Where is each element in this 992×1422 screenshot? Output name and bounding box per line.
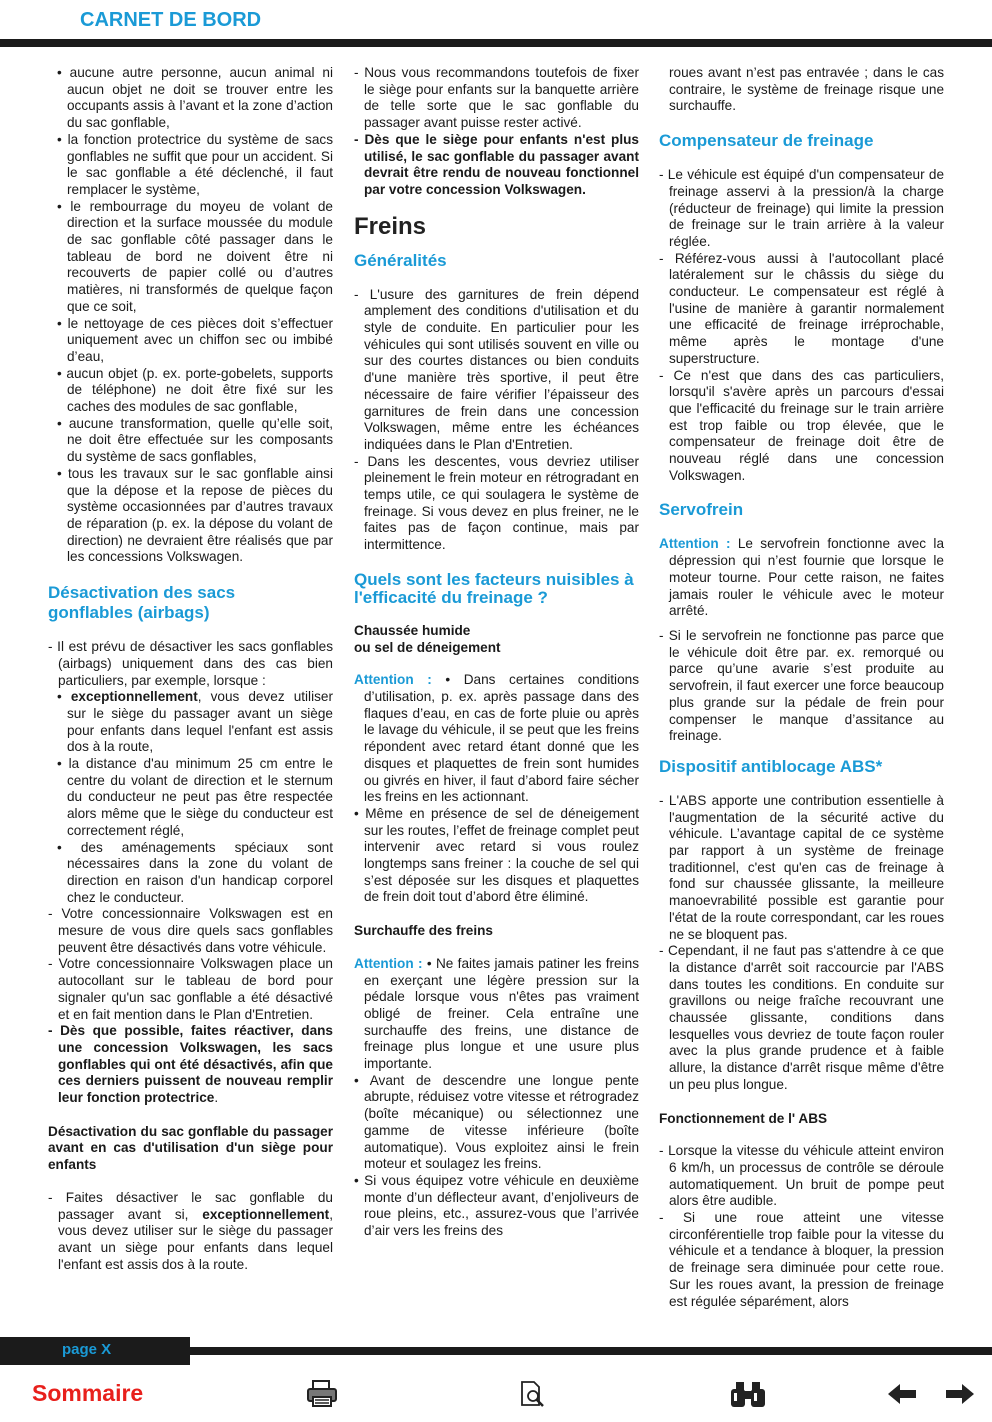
printer-icon[interactable]: [304, 1378, 340, 1410]
bullet-text: •: [57, 689, 71, 705]
text: • Dans certaines conditions d’utilisation, p. ex. après passage dans des flaques d’eau, en cas de forte pluie ou après le lavage du véhicule, il se peut que les freins répondent avec retard étant donné que les disques et plaquettes de frein sont humides ou givrés en hiver, il faut d’abord faire sécher les freins en les actionnant.: [364, 672, 639, 805]
bold-text: exceptionnellement: [202, 1206, 330, 1222]
sub-bullet-item: [48, 689, 333, 756]
dash-item: - L'usure des garnitures de frein dépend amplement des conditions d'utilisation et du style de conduite. En particulier pour les véhicules qui sont utilisés souvent en ville ou sur des courtes distances ou bien conduits d'une manière très sportive, il peut être nécessaire de faire vérifier l’épaisseur des garnitures de frein dans une concession Volkswagen, même entre les échéances indiquées dans le Plan d'Entretien.: [354, 286, 639, 452]
text: Chaussée humide: [354, 622, 471, 638]
dash-item: - Il est prévu de désactiver les sacs gonflables (airbags) uniquement dans des cas bien particuliers, par exemple, lorsque :: [48, 639, 333, 688]
bullet-item: • Même en présence de sel de déneigement sur les routes, l’effet de freinage complet peut intervenir avec retard si vous roulez longtemps sans freiner : la couche de sel qui s’est déposée sur les disques et plaquettes de frein doit tout d’abord être éliminé.: [354, 805, 639, 905]
document-title: CARNET DE BORD: [80, 9, 262, 31]
sommaire-link[interactable]: Sommaire: [32, 1380, 144, 1406]
dash-item: - Référez-vous aussi à l'autocollant placé latéralement sur le châssis du siège du conducteur. Le compensateur est réglé à l'usine de manière à garantir normalement une efficacité de freinage irréprochable, même après le montage d'une superstructure.: [659, 250, 944, 366]
dash-item: - Lorsque la vitesse du véhicule atteint environ 6 km/h, un processus de contrôle se déroule automatiquement. Un bruit de pompe peut alors être audible.: [659, 1143, 944, 1209]
bullet-item: • le rembourrage du moyeu de volant de direction et la surface moussée du module de sac gonflable côté passager dans le tableau de bord ne doivent être ni recouverts de papier collé ou d’autres matières, ni transformés de quelque façon que ce soit,: [57, 198, 333, 314]
attention-label: Attention :: [354, 672, 432, 688]
dash-item: [48, 1190, 333, 1274]
dash-item: - Ce n'est que dans des cas particuliers, lorsqu'il s'avère après un parcours d'essai que l'efficacité du freinage sur le train arrière est trop faible ou trop élevée, que le compensateur de freinage doit être de nouveau réglé dans une concession Volkswagen.: [659, 367, 944, 483]
attention-note: [659, 536, 944, 620]
binoculars-icon[interactable]: [728, 1378, 768, 1410]
top-divider: [0, 39, 992, 47]
text: , vous devez utiliser sur le siège du passager avant un siège pour enfants dans lequel l'enfant est assis dos à la route.: [58, 1206, 333, 1272]
subheading-surchauffe: Surchauffe des freins: [354, 923, 493, 939]
sub-bullet-item: • la distance d'au minimum 25 cm entre le centre du volant de direction et le sternum du conducteur ne peut pas être respectée alors même que le siège du conducteur est correctement réglé,: [57, 756, 333, 838]
bullet-item: • Avant de descendre une longue pente abrupte, réduisez votre vitesse et rétrogradez (boîte mécanique) ou sélectionnez une gamme de vitesse inférieure (boîte automatique). Vous exploitez ainsi le frein moteur et soulagez les freins.: [354, 1072, 639, 1172]
bullet-item: • la fonction protectrice du système de sacs gonflables ne suffit que pour un accident. Si le sac gonflable a été déclenché, il faut remplacer le système,: [57, 131, 333, 197]
dash-item: - Cependant, il ne faut pas s'attendre à ce que la distance d'arrêt soit raccourcie par l'ABS dans toutes les conditions. En conduite sur gravillons ou neige fraîche recouvrant une chaussée glissante, conditions dans lesquelles vous devriez de toute façon rouler avec la plus grande prudence et à faible allure, la distance d'arrêt risque même d'être un peu plus longue.: [659, 943, 944, 1092]
section-heading-abs: Dispositif antiblocage ABS*: [659, 756, 883, 776]
section-heading-compensateur: Compensateur de freinage: [659, 131, 874, 151]
continued-text: roues avant n’est pas entravée ; dans le cas contraire, le système de freinage risque une surchauffe.: [669, 65, 944, 114]
column-1: [48, 65, 333, 1273]
text: .: [214, 1090, 219, 1106]
magnify-page-icon[interactable]: [515, 1378, 549, 1410]
arrow-right-icon[interactable]: [942, 1378, 978, 1410]
text: • Ne faites jamais patiner les freins en exerçant une légère pression sur la pédale lorsque vous n'êtes pas vraiment obligé de freiner. Cela entraîne une surchauffe des freins, une distance de freinage plus longue et une usure plus importante.: [364, 955, 639, 1072]
bullet-item: • Si vous équipez votre véhicule en deuxième monte d’un déflecteur avant, d’enjoliveurs de roue pleins, etc., assurez-vous que l’arrivée d’air vers les freins des: [354, 1172, 639, 1239]
dash-item-bold: [48, 1023, 333, 1107]
dash-item: - L'ABS apporte une contribution essentielle à l'augmentation de la sécurité active du véhicule. L’avantage capital de ce système par rapport à un système de freinage traditionnel, c'est qu'en cas de freinage à fond sur chaussée glissante, la meilleure manoevrabilité possible est garantie pour l'état de la route correspondant, car les roues ne se bloquent pas.: [659, 792, 944, 942]
bullet-text: , vous devez utiliser sur le siège du passager avant un siège pour enfants dans lequel l'enfant est assis dos à la route,: [67, 689, 333, 755]
text: ou sel de déneigement: [354, 639, 501, 655]
attention-label: Attention :: [659, 536, 731, 552]
bullet-item: • aucun objet (p. ex. porte-gobelets, supports de téléphone) ne doit être fixé sur les caches des modules de sac gonflable,: [57, 365, 333, 415]
section-heading-deactivation: Désactivation des sacs gonflables (airbags): [48, 583, 236, 623]
column-2: [354, 65, 639, 1240]
sub-bullet-item: • des aménagements spéciaux sont nécessaires dans la zone du volant de direction en raison d'un handicap corporel chez le conducteur.: [57, 839, 333, 905]
section-heading-servofrein: Servofrein: [659, 500, 744, 520]
attention-note: [354, 956, 639, 1073]
section-heading-factors: Quels sont les facteurs nuisibles à l'efficacité du freinage ?: [354, 569, 634, 607]
subheading-child-seat: Désactivation du sac gonflable du passager avant en cas d'utilisation d'un siège pour enfants: [48, 1123, 333, 1173]
dash-item: - Nous vous recommandons toutefois de fixer le siège pour enfants sur la banquette arrière de telle sorte que le sac gonflable du passager avant puisse rester activé.: [354, 65, 639, 131]
section-title-freins: Freins: [354, 212, 427, 240]
text: Le servofrein fonctionne avec la dépression qui n’est fournie que lorsque le moteur tourne. Pour cette raison, ne faites jamais rouler le véhicule avec le moteur arrêté.: [669, 536, 945, 619]
dash-item-bold: - Dès que le siège pour enfants n'est plus utilisé, le sac gonflable du passager avant devrait être rendu de nouveau fonctionnel par votre concession Volkswagen.: [354, 131, 639, 197]
subheading-fonctionnement: Fonctionnement de l' ABS: [659, 1110, 828, 1126]
dash-item: - Votre concessionnaire Volkswagen place un autocollant sur le tableau de bord pour signaler qu'un sac gonflable a été désactivé et en fait mention dans le Plan d'Entretien.: [48, 956, 333, 1022]
dash-item: - Le véhicule est équipé d'un compensateur de freinage asservi à la pression/à la charge (réducteur de freinage) qui limite la pression de freinage sur le train arrière à la valeur réglée.: [659, 167, 944, 249]
attention-note: [354, 672, 639, 806]
column-3: [659, 65, 944, 1310]
page-number: page X: [62, 1341, 112, 1358]
bullet-item: • aucune transformation, quelle qu’elle soit, ne doit être effectuée sur les composants du système de sacs gonflables,: [57, 415, 333, 465]
bullet-item: • aucune autre personne, aucun animal ni aucun objet ne doit se trouver entre les occupants assis à l’avant et la zone d’action du sac gonflable,: [57, 65, 333, 131]
bold-text: - Dès que possible, faites réactiver, dans une concession Volkswagen, les sacs gonflables qui ont été désactivés, afin que ces derniers puissent de nouveau remplir leur fonction protectrice: [48, 1023, 333, 1106]
section-heading-generalites: Généralités: [354, 250, 447, 270]
attention-label: Attention :: [354, 955, 423, 971]
dash-item: - Si une roue atteint une vitesse circonférentielle trop faible pour la vitesse du véhicule et a tendance à bloquer, la pression de freinage sera diminuée pour cette roue. Sur les roues avant, la pression de freinage est régulée séparément, alors: [659, 1210, 944, 1309]
text: - Faites désactiver le sac gonflable du passager avant si,: [48, 1189, 333, 1222]
bold-text: exceptionnellement: [70, 689, 198, 705]
bottom-divider: [190, 1347, 992, 1355]
dash-item: - Votre concessionnaire Volkswagen est en mesure de vous dire quels sacs gonflables peuvent être désactivés dans votre véhicule.: [48, 906, 333, 955]
bullet-item: • le nettoyage de ces pièces doit s’effectuer uniquement avec un chiffon sec ou imbibé d’eau,: [57, 315, 333, 364]
subheading-chaussee: [354, 623, 639, 656]
dash-item: - Si le servofrein ne fonctionne pas parce que le véhicule doit être par. ex. remorqué ou parce qu’une avarie s’est produite au servofrein, il faut exercer une force beaucoup plus grande sur la pédale de frein pour compenser le manque d’assitance au freinage.: [659, 627, 944, 744]
arrow-left-icon[interactable]: [884, 1378, 920, 1410]
bullet-item: • tous les travaux sur le sac gonflable ainsi que la dépose et la repose de pièces du système occasionnées par d’autres travaux de réparation (p. ex. la dépose du volant de direction) ne devraient être réalisés que par les concessions Volkswagen.: [57, 465, 333, 565]
dash-item: - Dans les descentes, vous devriez utiliser pleinement le frein moteur en rétrogradant en temps utile, ce qui soulagera le système de freinage. Si vous devez en plus freiner, ne le faites pas de façon continue, mais par intermittence.: [354, 453, 639, 553]
